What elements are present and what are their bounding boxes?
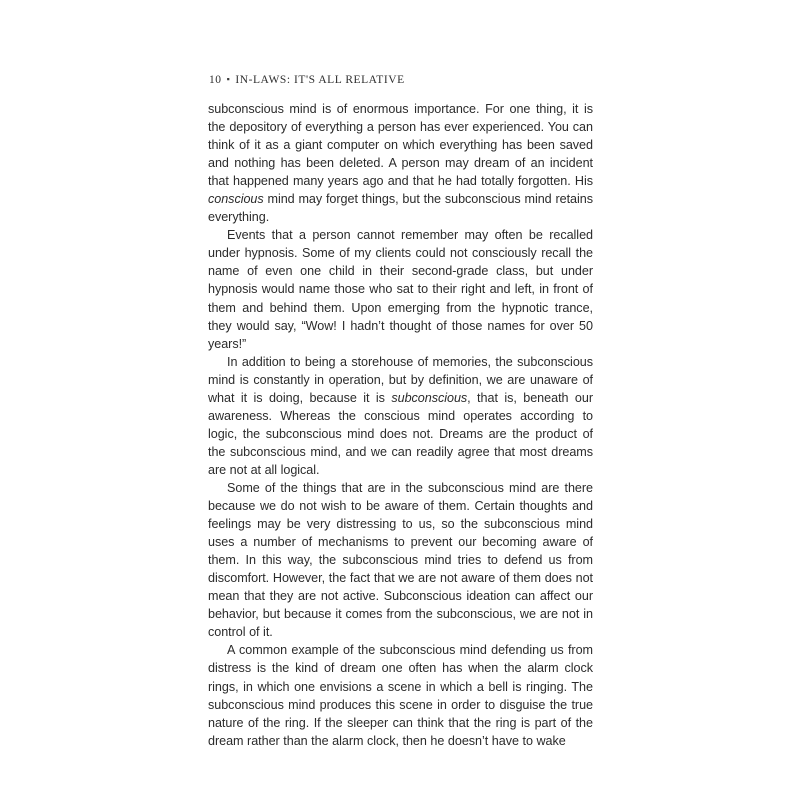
body-text-block <box>208 100 593 750</box>
book-title: IN-LAWS: IT'S ALL RELATIVE <box>235 74 405 86</box>
body-paragraph <box>208 641 593 749</box>
emphasis-text: subconscious <box>391 390 468 405</box>
bullet-separator-icon: ▪ <box>226 74 231 84</box>
page-number: 10 <box>209 74 222 86</box>
body-paragraph <box>208 226 593 352</box>
body-text: mind may forget things, but the subconscious mind retains everything. <box>208 192 593 225</box>
body-text: In addition to being a storehouse of memories, the subconscious mind is constantly in operation, but by definition, we are unaware of what it is doing, because it is <box>208 354 593 405</box>
body-text: subconscious mind is of enormous importance. For one thing, it is the depository of everything a person has ever experienced. You can think of it as a giant computer on which everything has been saved and nothing has been deleted. A person may dream of an incident that happened many years ago and that he had totally forgotten. His <box>208 102 593 189</box>
emphasis-text: conscious <box>208 192 264 207</box>
running-head <box>209 73 595 87</box>
body-text: Events that a person cannot remember may often be recalled under hypnosis. Some of my clients could not consciously recall the name of even one child in their second-grade class, but under hypnosis would name those who sat to their right and left, in front of them and behind them. Upon emerging from the hypnotic trance, they would say, “Wow! I hadn’t thought of those names for over 50 years!” <box>208 228 593 351</box>
body-text: Some of the things that are in the subconscious mind are there because we do not wish to be aware of them. Certain thoughts and feelings may be very distressing to us, so the subconscious mind uses a number of mechanisms to prevent our becoming aware of them. In this way, the subconscious mind tries to defend us from discomfort. However, the fact that we are not aware of them does not mean that they are not active. Subconscious ideation can affect our behavior, but because it comes from the subconscious, we are not in control of it. <box>208 480 593 640</box>
body-text: , that is, beneath our awareness. Whereas the conscious mind operates according to logic, the subconscious mind does not. Dreams are the product of the subconscious mind, and we can readily agree that most dreams are not at all logical. <box>208 390 594 477</box>
body-paragraph <box>208 479 593 641</box>
body-paragraph <box>208 353 593 479</box>
body-text: A common example of the subconscious mind defending us from distress is the kind of dream one often has when the alarm clock rings, in which one envisions a scene in which a bell is ringing. The subconscious mind produces this scene in order to disguise the true nature of the ring. If the sleeper can think that the ring is part of the dream rather than the alarm clock, then he doesn’t have to wake <box>208 643 593 748</box>
body-paragraph <box>208 100 593 226</box>
